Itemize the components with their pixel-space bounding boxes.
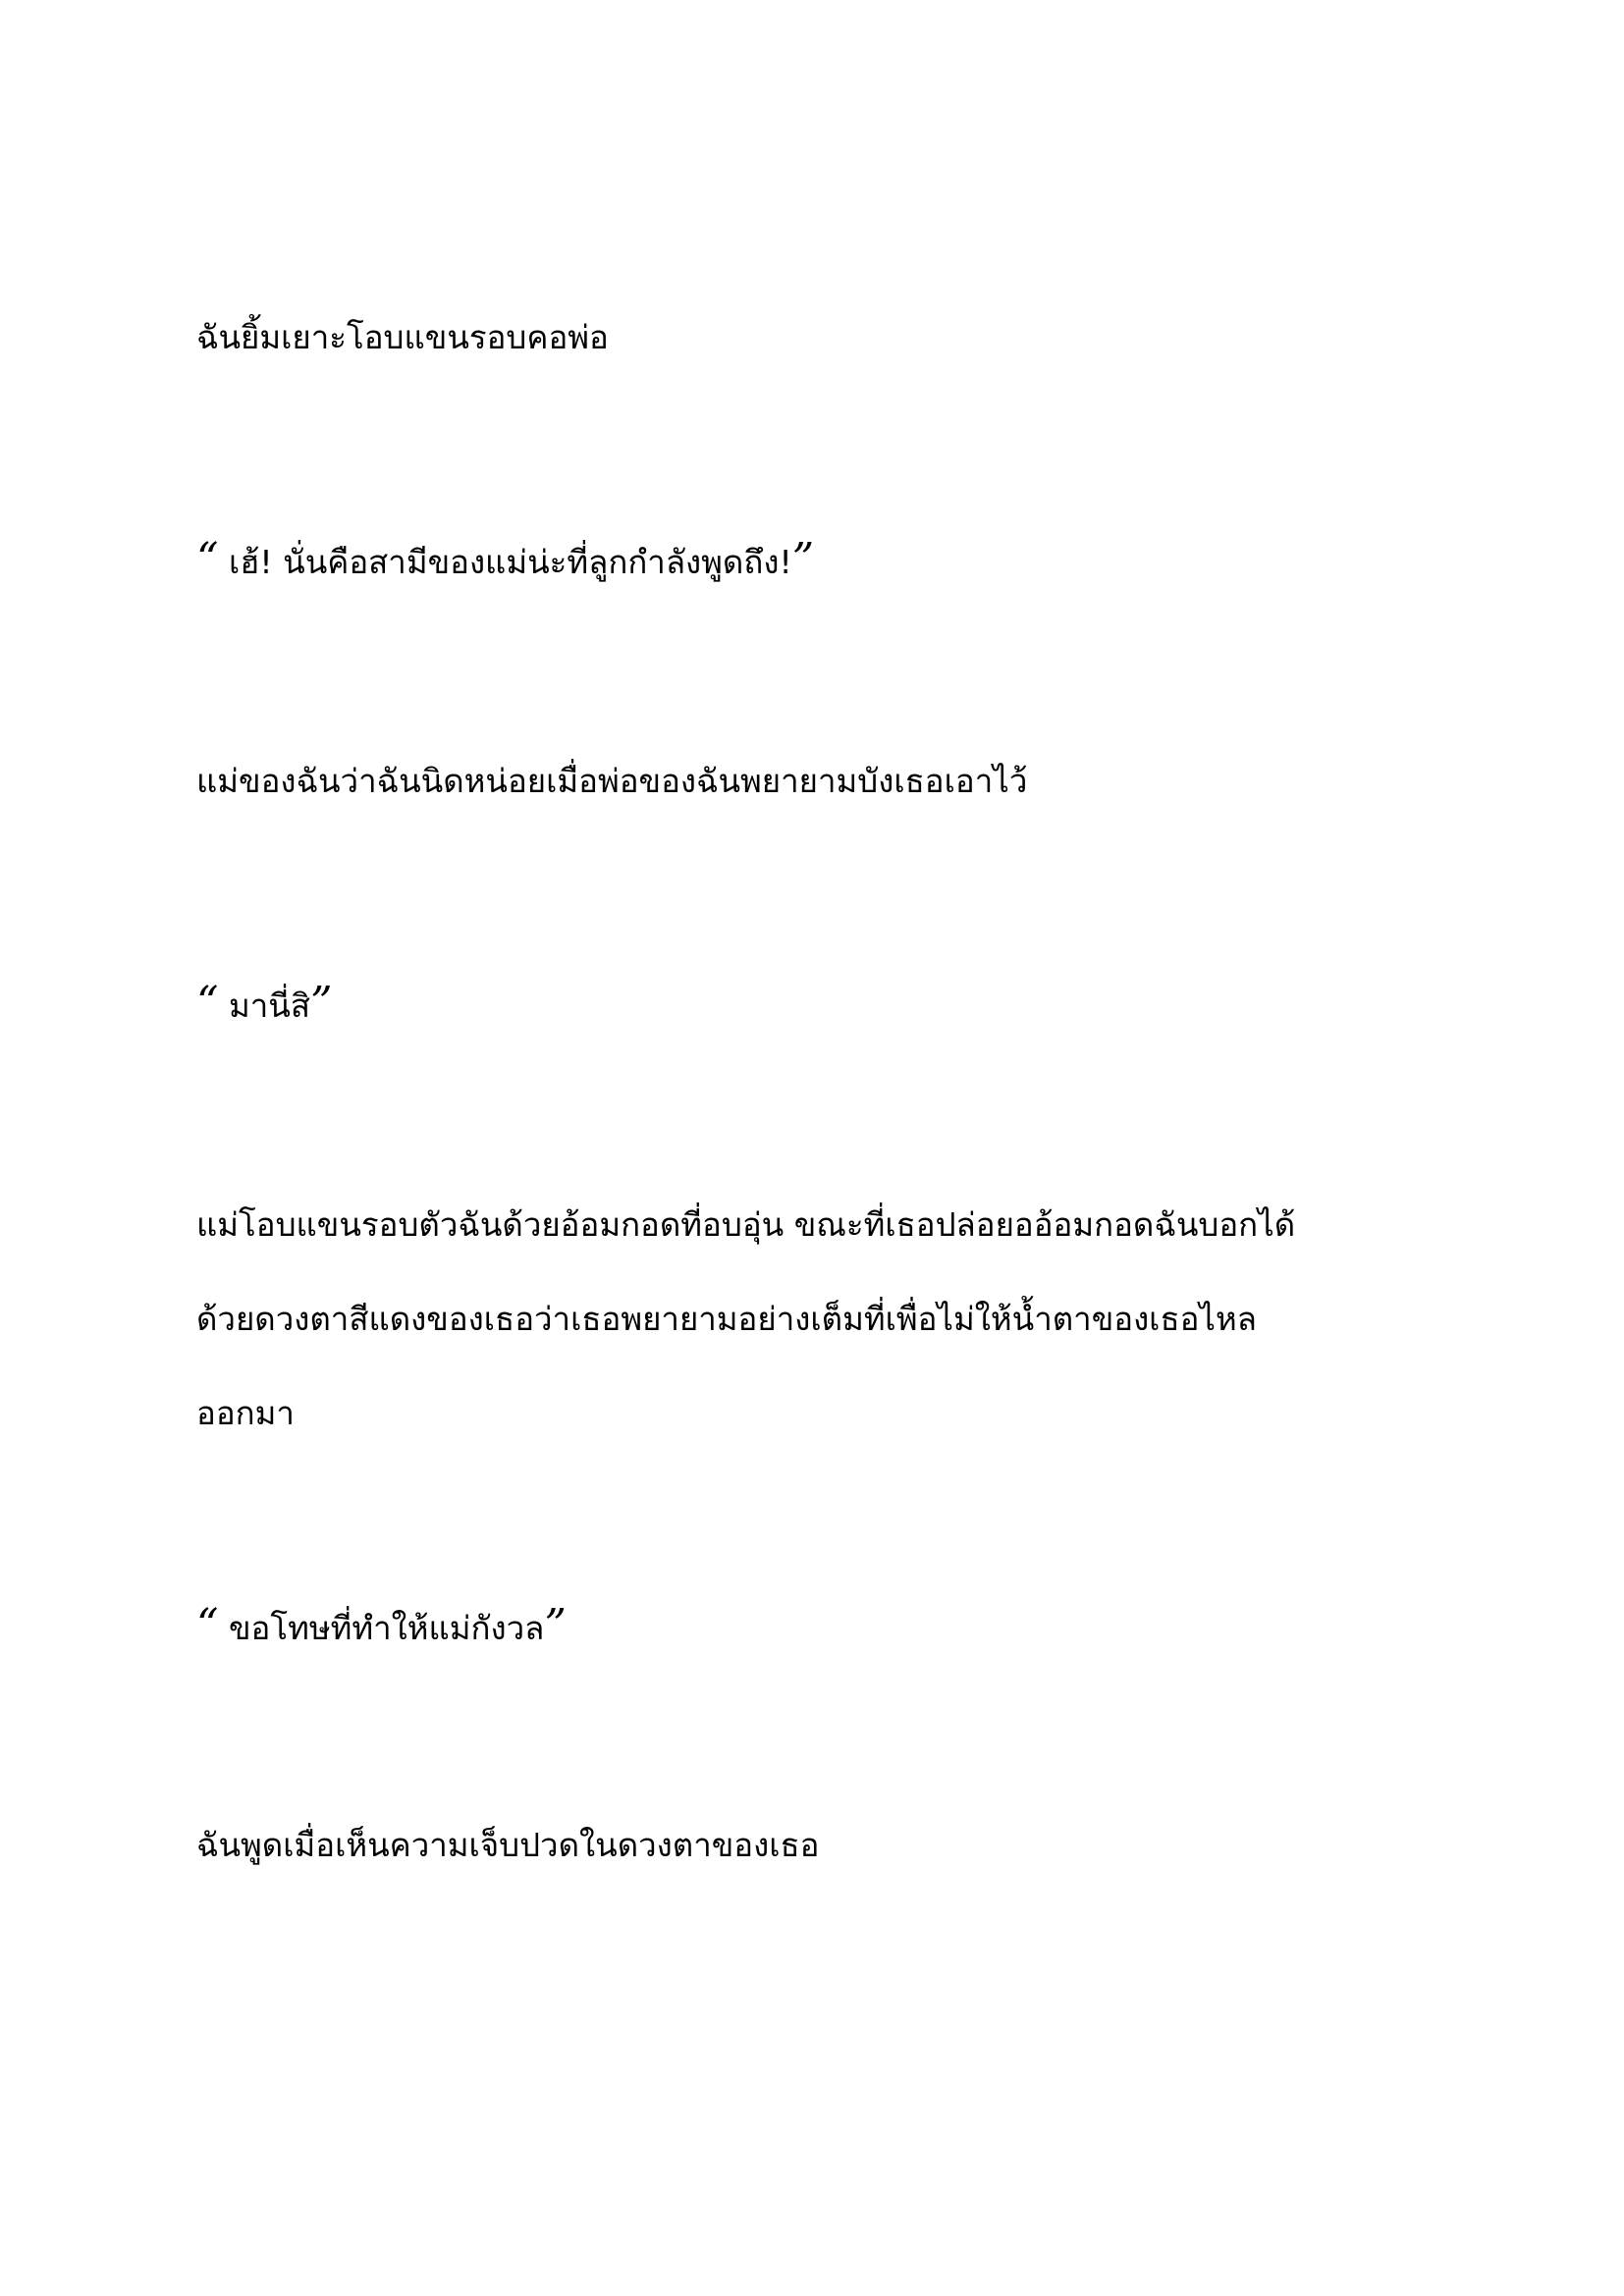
paragraph-line: ด้วยดวงตาสีแดงของเธอว่าเธอพยายามอย่างเต็มที่เพื่อไม่ให้น้ำตาของเธอไหล <box>196 1300 1257 1338</box>
paragraph-line: แม่โอบแขนรอบตัวฉันด้วยอ้อมกอดที่อบอุ่น ขณะที่เธอปล่อยออ้อมกอดฉันบอกได้ <box>196 1205 1296 1244</box>
paragraph-narration-3 <box>196 1178 1434 1461</box>
close-quote: ” <box>544 1600 567 1650</box>
paragraph-dialogue-3 <box>196 1578 1434 1673</box>
paragraph-dialogue-2 <box>196 956 1434 1050</box>
dialogue-text: ขอโทษที่ทำให้แม่กังวล <box>218 1609 545 1647</box>
paragraph-text: ฉันยิ้มเยาะโอบแขนรอบคอพ่อ <box>196 318 609 356</box>
paragraph-text: ฉันพูดเมื่อเห็นความเจ็บปวดในดวงตาของเธอ <box>196 1826 820 1864</box>
paragraph-narration-4 <box>196 1798 1434 1893</box>
paragraph-text: แม่ของฉันว่าฉันนิดหน่อยเมื่อพ่อของฉันพยายามบังเธอเอาไว้ <box>196 762 1028 800</box>
paragraph-narration-2 <box>196 734 1434 828</box>
paragraph-narration-1 <box>196 291 1434 385</box>
dialogue-text: เฮ้! นั่นคือสามีของแม่น่ะที่ลูกกำลังพูดถึง! <box>218 543 792 581</box>
open-quote: “ <box>196 1600 219 1650</box>
close-quote: ” <box>791 534 815 584</box>
paragraph-line: ออกมา <box>196 1394 295 1432</box>
close-quote: ” <box>309 978 333 1028</box>
open-quote: “ <box>196 978 219 1028</box>
paragraph-dialogue-1 <box>196 512 1434 607</box>
open-quote: “ <box>196 534 219 584</box>
dialogue-text: มานี่สิ <box>218 987 310 1025</box>
